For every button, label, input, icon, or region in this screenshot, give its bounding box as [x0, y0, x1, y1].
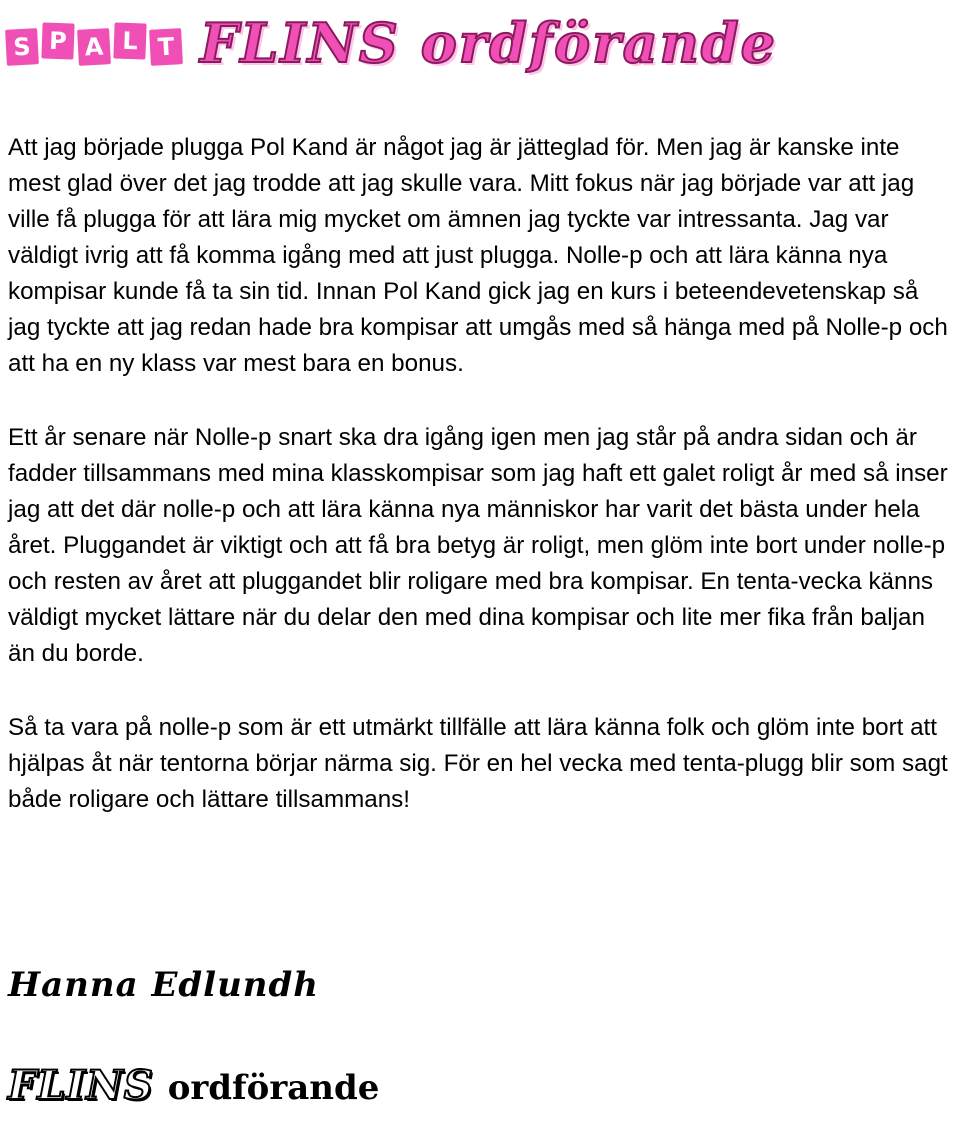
column-label-letter: L	[113, 22, 146, 59]
role-title: ordförande	[167, 1068, 380, 1108]
column-label-letter: T	[149, 28, 183, 66]
column-label-letter: S	[5, 28, 39, 66]
paragraph: Så ta vara på nolle-p som är ett utmärkt tillfälle att lära känna folk och glöm inte bort att hjälpas åt när tentorna börjar närma sig. För en hel vecka med tenta-plugg blir som sagt både roligare och lättare tillsammans!	[8, 714, 948, 813]
paragraph: Ett år senare när Nolle-p snart ska dra igång igen men jag står på andra sidan och är fadder tillsammans med mina klasskompisar som jag haft ett galet roligt år med så inser jag att det där nolle-p och att lära känna nya människor har varit det bästa under hela året. Pluggandet är viktigt och att få bra betyg är roligt, men glöm inte bort under nolle-p och resten av året att pluggandet blir roligare med bra kompisar. En tenta-vecka känns väldigt mycket lättare när du delar den med dina kompisar och lite mer fika från baljan än du borde.	[8, 424, 948, 667]
page-title: FLINS ordförande	[200, 11, 778, 75]
author-role	[8, 1062, 379, 1109]
organization-logo-text: FLINS	[8, 1062, 154, 1109]
page-header	[6, 4, 777, 82]
column-label-letter: A	[77, 28, 111, 66]
author-signature: Hanna Edlundh	[8, 965, 319, 1005]
column-label	[6, 25, 182, 61]
paragraph: Att jag började plugga Pol Kand är något jag är jätteglad för. Men jag är kanske inte mest glad över det jag trodde att jag skulle vara. Mitt fokus när jag började var att jag ville få plugga för att lära mig mycket om ämnen jag tyckte var intressanta. Jag var väldigt ivrig att få komma igång med att just plugga. Nolle-p och att lära känna nya kompisar kunde få ta sin tid. Innan Pol Kand gick jag en kurs i beteendevetenskap så jag tyckte att jag redan hade bra kompisar att umgås med så hänga med på Nolle-p och att ha en ny klass var mest bara en bonus.	[8, 134, 948, 377]
column-label-letter: P	[41, 22, 74, 59]
article-body	[8, 130, 954, 856]
